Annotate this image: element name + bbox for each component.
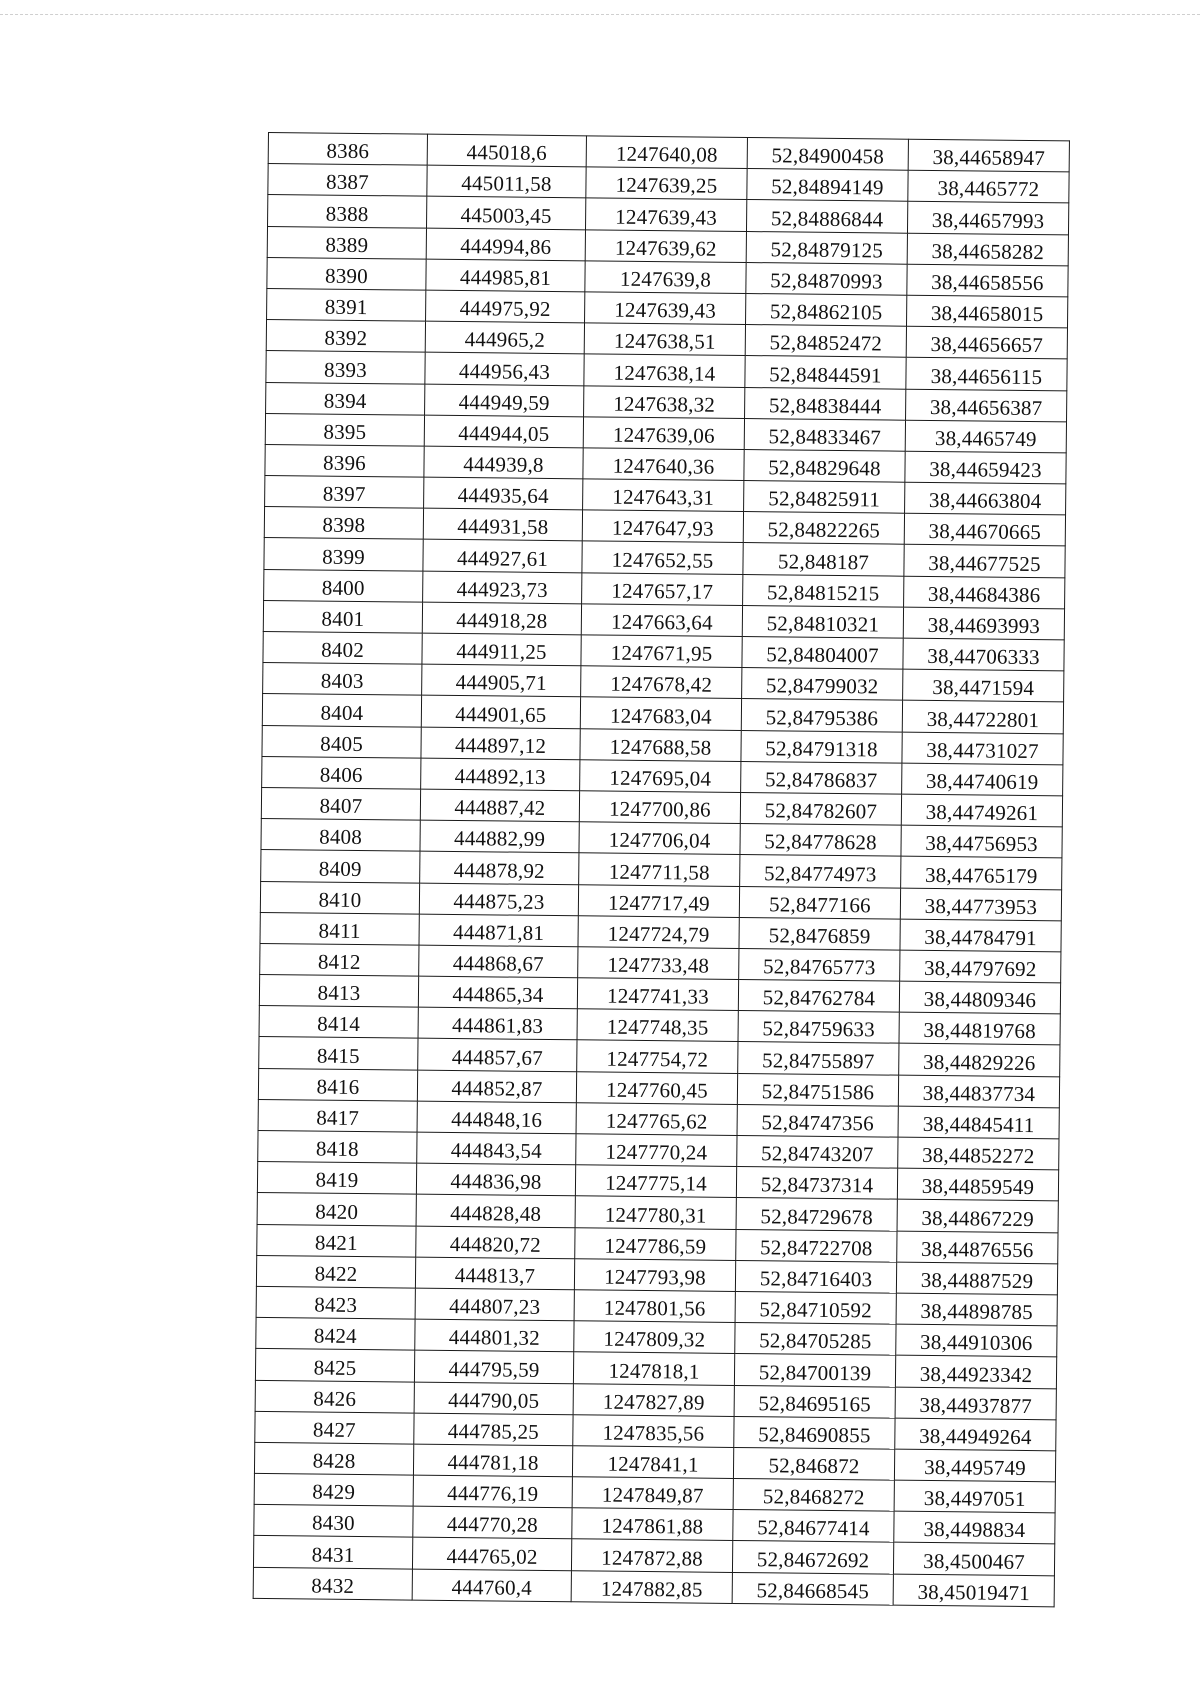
longitude-cell: 38,44740619 [902,763,1063,796]
x-coordinate-cell: 444852,87 [417,1070,576,1103]
y-coordinate-cell: 1247688,58 [580,728,741,761]
y-coordinate-cell: 1247835,56 [573,1414,734,1447]
latitude-cell: 52,84695165 [734,1385,895,1418]
latitude-cell: 52,84886844 [746,200,907,233]
longitude-cell: 38,44658282 [907,233,1068,266]
y-coordinate-cell: 1247775,14 [575,1165,736,1198]
coordinates-table [253,132,1070,1607]
y-coordinate-cell: 1247748,35 [577,1009,738,1042]
longitude-cell: 38,44784791 [900,919,1061,952]
x-coordinate-cell: 445011,58 [427,165,586,198]
point-number-cell: 8417 [258,1099,417,1132]
y-coordinate-cell: 1247861,88 [572,1508,733,1541]
x-coordinate-cell: 444985,81 [426,259,585,292]
x-coordinate-cell: 444770,28 [413,1506,572,1539]
x-coordinate-cell: 444975,92 [426,290,585,323]
longitude-cell: 38,44659423 [905,451,1066,484]
latitude-cell: 52,84755897 [738,1042,899,1075]
y-coordinate-cell: 1247663,64 [581,604,742,637]
point-number-cell: 8386 [268,133,427,166]
y-coordinate-cell: 1247678,42 [581,666,742,699]
longitude-cell: 38,44809346 [899,981,1060,1014]
y-coordinate-cell: 1247849,87 [572,1477,733,1510]
y-coordinate-cell: 1247638,14 [584,354,745,387]
longitude-cell: 38,44656387 [906,389,1067,422]
y-coordinate-cell: 1247741,33 [577,978,738,1011]
latitude-cell: 52,84900458 [747,138,908,171]
point-number-cell: 8392 [266,320,425,353]
x-coordinate-cell: 445003,45 [427,197,586,230]
y-coordinate-cell: 1247706,04 [579,822,740,855]
latitude-cell: 52,84743207 [737,1135,898,1168]
y-coordinate-cell: 1247809,32 [574,1321,735,1354]
point-number-cell: 8401 [263,600,422,633]
longitude-cell: 38,4465772 [908,170,1069,203]
latitude-cell: 52,84716403 [735,1260,896,1293]
x-coordinate-cell: 444892,13 [421,758,580,791]
x-coordinate-cell: 444927,61 [423,540,582,573]
point-number-cell: 8411 [260,912,419,945]
latitude-cell: 52,84759633 [738,1011,899,1044]
latitude-cell: 52,84804007 [742,636,903,669]
point-number-cell: 8415 [259,1037,418,1070]
point-number-cell: 8393 [266,351,425,384]
y-coordinate-cell: 1247841,1 [572,1446,733,1479]
latitude-cell: 52,846872 [733,1447,894,1480]
longitude-cell: 38,44887529 [896,1262,1057,1295]
x-coordinate-cell: 444939,8 [424,446,583,479]
latitude-cell: 52,84672692 [732,1541,893,1574]
latitude-cell: 52,84778628 [740,824,901,857]
x-coordinate-cell: 444868,67 [419,945,578,978]
y-coordinate-cell: 1247754,72 [577,1040,738,1073]
x-coordinate-cell: 444848,16 [417,1101,576,1134]
x-coordinate-cell: 444949,59 [425,384,584,417]
longitude-cell: 38,44706333 [903,638,1064,671]
latitude-cell: 52,84862105 [746,293,907,326]
point-number-cell: 8403 [263,663,422,696]
x-coordinate-cell: 444901,65 [421,696,580,729]
point-number-cell: 8432 [253,1567,412,1600]
longitude-cell: 38,44656115 [906,358,1067,391]
x-coordinate-cell: 444795,59 [414,1350,573,1383]
point-number-cell: 8387 [268,164,427,197]
x-coordinate-cell: 444820,72 [416,1226,575,1259]
x-coordinate-cell: 444878,92 [420,851,579,884]
latitude-cell: 52,84747356 [737,1104,898,1137]
latitude-cell: 52,84700139 [734,1354,895,1387]
x-coordinate-cell: 444776,19 [413,1475,572,1508]
longitude-cell: 38,44837734 [898,1075,1059,1108]
latitude-cell: 52,84844591 [745,356,906,389]
y-coordinate-cell: 1247643,31 [583,479,744,512]
y-coordinate-cell: 1247765,62 [576,1103,737,1136]
longitude-cell: 38,44684386 [904,576,1065,609]
x-coordinate-cell: 444944,05 [424,415,583,448]
x-coordinate-cell: 444765,02 [412,1538,571,1571]
point-number-cell: 8413 [259,975,418,1008]
y-coordinate-cell: 1247700,86 [579,791,740,824]
longitude-cell: 38,44867229 [897,1200,1058,1233]
y-coordinate-cell: 1247639,8 [585,261,746,294]
x-coordinate-cell: 444807,23 [415,1288,574,1321]
y-coordinate-cell: 1247639,25 [586,167,747,200]
longitude-cell: 38,44819768 [899,1012,1060,1045]
y-coordinate-cell: 1247647,93 [582,510,743,543]
longitude-cell: 38,44949264 [895,1418,1056,1451]
y-coordinate-cell: 1247793,98 [574,1259,735,1292]
x-coordinate-cell: 444781,18 [413,1444,572,1477]
point-number-cell: 8407 [261,787,420,820]
latitude-cell: 52,84822265 [743,512,904,545]
x-coordinate-cell: 445018,6 [427,134,586,167]
x-coordinate-cell: 444828,48 [416,1194,575,1227]
point-number-cell: 8406 [262,756,421,789]
latitude-cell: 52,8468272 [733,1479,894,1512]
point-number-cell: 8394 [266,382,425,415]
coordinates-table-body [253,133,1069,1607]
x-coordinate-cell: 444965,2 [425,321,584,354]
y-coordinate-cell: 1247818,1 [573,1352,734,1385]
x-coordinate-cell: 444801,32 [415,1319,574,1352]
y-coordinate-cell: 1247638,51 [584,323,745,356]
latitude-cell: 52,84795386 [741,699,902,732]
point-number-cell: 8402 [263,631,422,664]
y-coordinate-cell: 1247801,56 [574,1290,735,1323]
point-number-cell: 8410 [260,881,419,914]
point-number-cell: 8423 [256,1286,415,1319]
point-number-cell: 8424 [256,1318,415,1351]
point-number-cell: 8431 [253,1536,412,1569]
longitude-cell: 38,44657993 [907,202,1068,235]
longitude-cell: 38,44859549 [897,1168,1058,1201]
y-coordinate-cell: 1247827,89 [573,1383,734,1416]
y-coordinate-cell: 1247872,88 [571,1539,732,1572]
x-coordinate-cell: 444871,81 [419,914,578,947]
latitude-cell: 52,84852472 [745,325,906,358]
x-coordinate-cell: 444785,25 [414,1413,573,1446]
x-coordinate-cell: 444843,54 [417,1132,576,1165]
y-coordinate-cell: 1247638,32 [584,385,745,418]
latitude-cell: 52,84833467 [744,418,905,451]
longitude-cell: 38,44923342 [895,1355,1056,1388]
y-coordinate-cell: 1247683,04 [580,697,741,730]
point-number-cell: 8418 [258,1130,417,1163]
longitude-cell: 38,44677525 [904,545,1065,578]
latitude-cell: 52,84879125 [746,231,907,264]
x-coordinate-cell: 444923,73 [423,571,582,604]
point-number-cell: 8420 [257,1193,416,1226]
y-coordinate-cell: 1247640,36 [583,448,744,481]
point-number-cell: 8425 [255,1349,414,1382]
longitude-cell: 38,44670665 [904,513,1065,546]
y-coordinate-cell: 1247760,45 [576,1071,737,1104]
latitude-cell: 52,84815215 [743,574,904,607]
longitude-cell: 38,44910306 [896,1324,1057,1357]
point-number-cell: 8429 [254,1473,413,1506]
latitude-cell: 52,84810321 [742,605,903,638]
longitude-cell: 38,44722801 [902,701,1063,734]
x-coordinate-cell: 444857,67 [418,1039,577,1072]
latitude-cell: 52,84762784 [738,980,899,1013]
longitude-cell: 38,44731027 [902,732,1063,765]
longitude-cell: 38,44937877 [895,1387,1056,1420]
latitude-cell: 52,84705285 [735,1323,896,1356]
point-number-cell: 8404 [262,694,421,727]
longitude-cell: 38,4495749 [894,1449,1055,1482]
y-coordinate-cell: 1247639,62 [585,229,746,262]
y-coordinate-cell: 1247786,59 [575,1227,736,1260]
longitude-cell: 38,44852272 [898,1137,1059,1170]
latitude-cell: 52,84710592 [735,1291,896,1324]
point-number-cell: 8428 [254,1442,413,1475]
point-number-cell: 8390 [267,257,426,290]
y-coordinate-cell: 1247780,31 [575,1196,736,1229]
latitude-cell: 52,84677414 [733,1510,894,1543]
latitude-cell: 52,8477166 [739,886,900,919]
x-coordinate-cell: 444861,83 [418,1007,577,1040]
latitude-cell: 52,84791318 [741,730,902,763]
y-coordinate-cell: 1247639,43 [585,198,746,231]
latitude-cell: 52,848187 [743,543,904,576]
latitude-cell: 52,84786837 [741,761,902,794]
latitude-cell: 52,84722708 [736,1229,897,1262]
point-number-cell: 8400 [264,569,423,602]
latitude-cell: 52,84829648 [744,449,905,482]
latitude-cell: 52,84690855 [734,1416,895,1449]
latitude-cell: 52,84774973 [740,855,901,888]
x-coordinate-cell: 444760,4 [412,1569,571,1602]
point-number-cell: 8427 [255,1411,414,1444]
latitude-cell: 52,84737314 [736,1167,897,1200]
x-coordinate-cell: 444918,28 [422,602,581,635]
longitude-cell: 38,4500467 [893,1543,1054,1576]
latitude-cell: 52,84751586 [737,1073,898,1106]
point-number-cell: 8397 [265,476,424,509]
y-coordinate-cell: 1247717,49 [578,884,739,917]
point-number-cell: 8389 [267,226,426,259]
latitude-cell: 52,84782607 [740,792,901,825]
y-coordinate-cell: 1247711,58 [579,853,740,886]
longitude-cell: 38,44773953 [900,888,1061,921]
point-number-cell: 8388 [268,195,427,228]
x-coordinate-cell: 444931,58 [423,508,582,541]
longitude-cell: 38,44898785 [896,1293,1057,1326]
point-number-cell: 8395 [265,413,424,446]
x-coordinate-cell: 444882,99 [420,820,579,853]
x-coordinate-cell: 444905,71 [422,664,581,697]
point-number-cell: 8422 [256,1255,415,1288]
x-coordinate-cell: 444887,42 [420,789,579,822]
longitude-cell: 38,44658947 [908,139,1069,172]
point-number-cell: 8430 [254,1505,413,1538]
longitude-cell: 38,44845411 [898,1106,1059,1139]
x-coordinate-cell: 444935,64 [424,477,583,510]
x-coordinate-cell: 444897,12 [421,727,580,760]
longitude-cell: 38,4465749 [905,420,1066,453]
point-number-cell: 8409 [261,850,420,883]
scan-top-edge [0,14,1200,15]
longitude-cell: 38,44749261 [901,794,1062,827]
x-coordinate-cell: 444865,34 [418,976,577,1009]
longitude-cell: 38,44756953 [901,825,1062,858]
latitude-cell: 52,84894149 [747,169,908,202]
longitude-cell: 38,45019471 [893,1574,1054,1607]
point-number-cell: 8396 [265,444,424,477]
latitude-cell: 52,84668545 [732,1572,893,1605]
x-coordinate-cell: 444994,86 [426,228,585,261]
point-number-cell: 8405 [262,725,421,758]
longitude-cell: 38,44797692 [900,950,1061,983]
latitude-cell: 52,84838444 [745,387,906,420]
point-number-cell: 8398 [264,507,423,540]
y-coordinate-cell: 1247640,08 [586,136,747,169]
y-coordinate-cell: 1247652,55 [582,541,743,574]
longitude-cell: 38,4497051 [894,1480,1055,1513]
x-coordinate-cell: 444813,7 [415,1257,574,1290]
y-coordinate-cell: 1247695,04 [580,760,741,793]
point-number-cell: 8412 [260,943,419,976]
y-coordinate-cell: 1247733,48 [578,947,739,980]
y-coordinate-cell: 1247657,17 [582,572,743,605]
point-number-cell: 8391 [267,288,426,321]
point-number-cell: 8399 [264,538,423,571]
y-coordinate-cell: 1247671,95 [581,635,742,668]
latitude-cell: 52,84729678 [736,1198,897,1231]
longitude-cell: 38,44876556 [897,1231,1058,1264]
point-number-cell: 8416 [258,1068,417,1101]
x-coordinate-cell: 444911,25 [422,633,581,666]
latitude-cell: 52,8476859 [739,917,900,950]
y-coordinate-cell: 1247639,43 [585,292,746,325]
x-coordinate-cell: 444875,23 [419,883,578,916]
longitude-cell: 38,44829226 [899,1044,1060,1077]
y-coordinate-cell: 1247770,24 [576,1134,737,1167]
latitude-cell: 52,84799032 [742,668,903,701]
longitude-cell: 38,44656657 [906,326,1067,359]
longitude-cell: 38,44765179 [901,856,1062,889]
longitude-cell: 38,44658015 [907,295,1068,328]
x-coordinate-cell: 444836,98 [416,1163,575,1196]
longitude-cell: 38,4498834 [894,1511,1055,1544]
point-number-cell: 8421 [257,1224,416,1257]
x-coordinate-cell: 444956,43 [425,352,584,385]
latitude-cell: 52,84870993 [746,262,907,295]
point-number-cell: 8426 [255,1380,414,1413]
point-number-cell: 8408 [261,819,420,852]
y-coordinate-cell: 1247639,06 [583,417,744,450]
x-coordinate-cell: 444790,05 [414,1382,573,1415]
latitude-cell: 52,84825911 [744,481,905,514]
y-coordinate-cell: 1247724,79 [578,915,739,948]
longitude-cell: 38,44663804 [905,482,1066,515]
point-number-cell: 8414 [259,1006,418,1039]
point-number-cell: 8419 [257,1162,416,1195]
longitude-cell: 38,4471594 [903,669,1064,702]
longitude-cell: 38,44658556 [907,264,1068,297]
latitude-cell: 52,84765773 [739,948,900,981]
y-coordinate-cell: 1247882,85 [571,1570,732,1603]
longitude-cell: 38,44693993 [903,607,1064,640]
